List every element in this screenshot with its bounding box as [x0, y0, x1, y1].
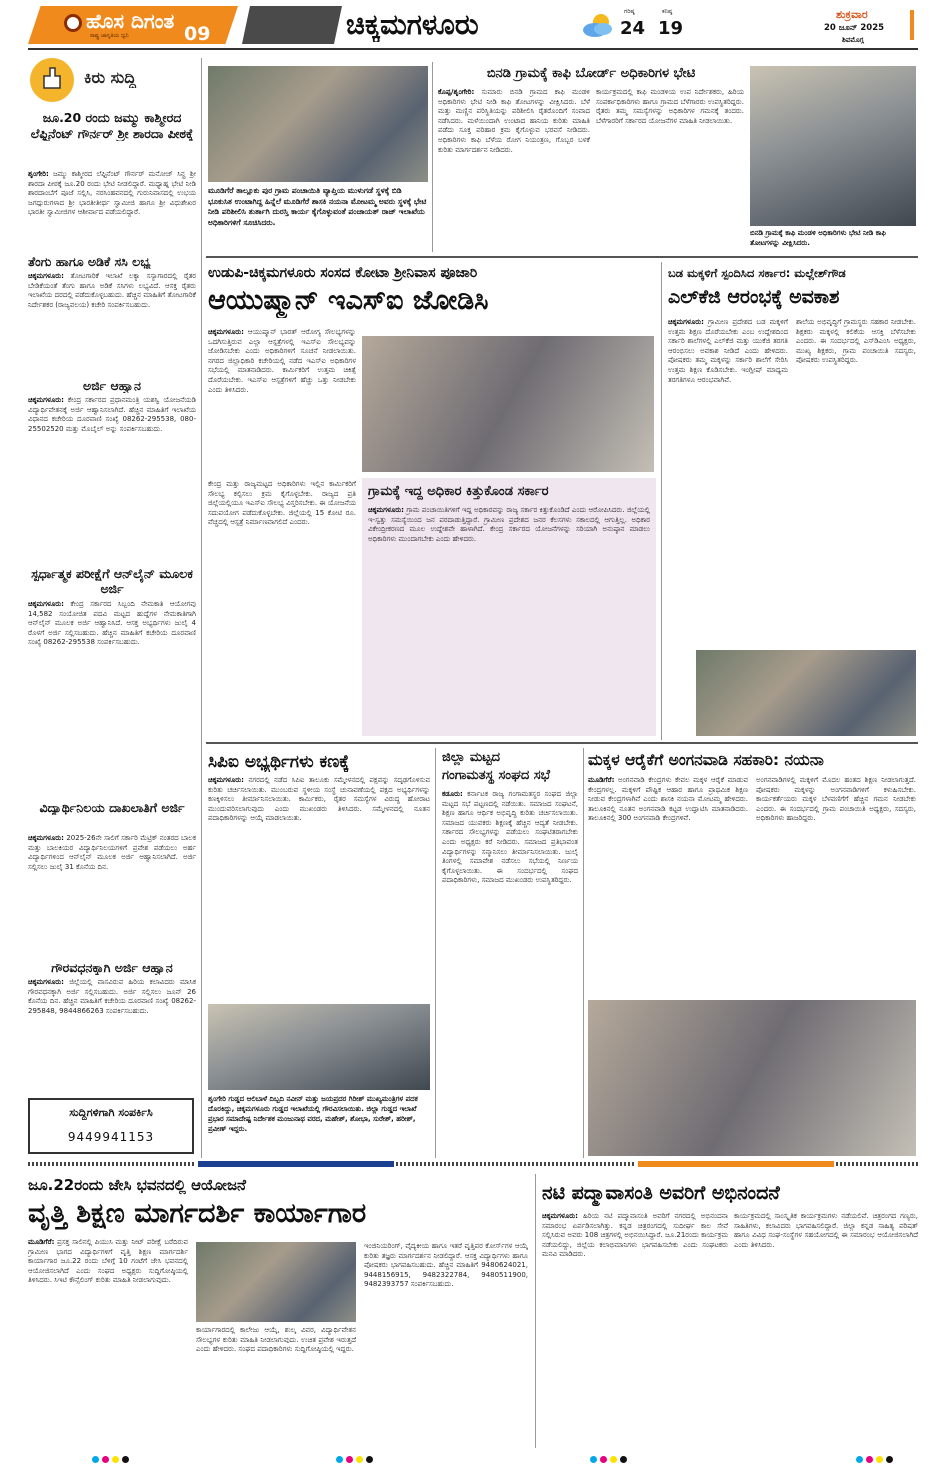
- gangamata-body: ಕಡೂರು: ಕರ್ನಾಟಕ ರಾಜ್ಯ ಗಂಗಾಮತಸ್ಥರ ಸಂಘದ ಜಿಲ್ಲಾ ಮಟ್ಟದ ಸಭೆ ಪಟ್ಟಣದಲ್ಲಿ ನಡೆಯಿತು. ಸಮಾಜದ ಸಂಘಟನೆ, ಶಿಕ್ಷಣ ಹಾಗೂ ಆರ್ಥಿಕ ಅಭಿವೃದ್ಧಿ ಕುರಿತು ಚರ್ಚಿಸಲಾಯಿತು. ಸಮಾಜದ ಯುವಕರು ಶಿಕ್ಷಣಕ್ಕೆ ಹೆಚ್ಚಿನ ಆದ್ಯತೆ ನೀಡಬೇಕು. ಸರ್ಕಾರದ ಸೌಲಭ್ಯಗಳನ್ನು ಪಡೆಯಲು ಸಂಘಟಿತರಾಗಬೇಕು ಎಂದು ಅಧ್ಯಕ್ಷರು ಕರೆ ನೀಡಿದರು. ಸಮಾಜದ ಪ್ರತಿಭಾವಂತ ವಿದ್ಯಾರ್ಥಿಗಳನ್ನು ಸನ್ಮಾನಿಸಲು ತೀರ್ಮಾನಿಸಲಾಯಿತು. ಜುಲೈ ತಿಂಗಳಲ್ಲಿ ಸಮಾವೇಶ ನಡೆಸಲು ಸಭೆಯಲ್ಲಿ ನಿರ್ಣಯ ಕೈಗೊಳ್ಳಲಾಯಿತು. ಈ ಸಂದರ್ಭದಲ್ಲಿ ಸಂಘದ ಪದಾಧಿಕಾರಿಗಳು, ಸಮಾಜದ ಮುಖಂಡರು ಉಪಸ್ಥಿತರಿದ್ದರು.: [442, 790, 578, 885]
- vocation-kicker: ಜೂ.22ರಂದು ಜೇಸಿ ಭವನದಲ್ಲಿ ಆಯೋಜನೆ: [28, 1176, 246, 1194]
- kirusuddi-item-1-headline: ಜೂ.20 ರಂದು ಜಮ್ಮು ಕಾಶ್ಮೀರದ ಲೆಫ್ಟಿನೆಂಟ್ ಗೌರ್ನರ್ ಶ್ರೀ ಶಾರದಾ ಪೀಠಕ್ಕೆ: [30, 110, 194, 141]
- masthead-date: 20 ಜೂನ್ 2025: [824, 23, 885, 33]
- kirusuddi-item-3-body: ಚಿಕ್ಕಮಗಳೂರು: ಕೇಂದ್ರ ಸರ್ಕಾರದ ಪ್ರಧಾನಮಂತ್ರಿ ಯಶಸ್ವಿ ಯೋಜನೆಯಡಿ ವಿದ್ಯಾರ್ಥಿವೇತನಕ್ಕೆ ಅರ್ಜಿ ಆಹ್ವಾನಿಸಲಾಗಿದೆ. ಹೆಚ್ಚಿನ ಮಾಹಿತಿಗೆ ಇಲಾಖೆಯ ವಿಧಾನದ ಕಚೇರಿಯ ದೂರವಾಣಿ ಸಂಖ್ಯೆ 08262-295538, 080-25502520 ಮತ್ತು ಮೊಬೈಲ್ ಅನ್ನು ಸಂಪರ್ಕಿಸಬಹುದು.: [28, 396, 196, 433]
- max-temp-label: ಗರಿಷ್ಠ: [624, 8, 635, 15]
- gram-box-headline: ಗ್ರಾಮಕ್ಕೆ ಇದ್ದ ಅಧಿಕಾರ ಕಿತ್ತುಕೊಂಡ ಸರ್ಕಾರ: [368, 484, 549, 499]
- reg-dot-yellow: [112, 1456, 119, 1463]
- masthead-corner-bar: [910, 10, 914, 40]
- contact-label: ಸುದ್ದಿಗಳಿಗಾಗಿ ಸಂಪರ್ಕಿಸಿ: [69, 1106, 153, 1119]
- registration-marks-center: [590, 1456, 630, 1464]
- masthead-grey-band: [242, 6, 342, 44]
- mp-story-kicker: ಉಡುಪಿ-ಚಿಕ್ಕಮಗಳೂರು ಸಂಸದ ಕೋಟಾ ಶ್ರೀನಿವಾಸ ಪೂಜಾರಿ: [208, 265, 478, 281]
- mp-story-body-col2: ಕೇಂದ್ರ ಮತ್ತು ರಾಜ್ಯಮಟ್ಟದ ಅಧಿಕಾರಿಗಳು ಇಲ್ಲಿನ ಕಾರ್ಮಿಕರಿಗೆ ಸೌಲಭ್ಯ ಕಲ್ಪಿಸಲು ಕ್ರಮ ಕೈಗೊಳ್ಳಬೇಕು. ರಾಜ್ಯದ ಪ್ರತಿ ಜಿಲ್ಲೆಯಲ್ಲಿಯೂ ಇಎಸ್‌ಐ ಸೌಲಭ್ಯ ವಿಸ್ತರಿಸಬೇಕು. ಈ ಯೋಜನೆಯ ಸದುಪಯೋಗ ಪಡೆದುಕೊಳ್ಳಬೇಕು. ಜಿಲ್ಲೆಯಲ್ಲಿ 15 ಕೋಟಿ ರೂ. ವೆಚ್ಚದಲ್ಲಿ ಆಸ್ಪತ್ರೆ ನಿರ್ಮಾಣವಾಗಲಿದೆ ಎಂದರು.: [208, 480, 356, 527]
- coffee-board-body-col2: ಕಾರ್ಯಕ್ರಮದಲ್ಲಿ ಕಾಫಿ ಮಂಡಳಿಯ ಉಪ ನಿರ್ದೇಶಕರು, ಹಿರಿಯ ಸಂಪರ್ಕಾಧಿಕಾರಿಗಳು ಹಾಗೂ ಗ್ರಾಮದ ಬೆಳೆಗಾರರು ಉಪಸ್ಥಿತರಿದ್ದರು. ರೈತರು ತಮ್ಮ ಸಮಸ್ಯೆಗಳನ್ನು ಅಧಿಕಾರಿಗಳ ಗಮನಕ್ಕೆ ತಂದರು. ಬೆಳೆಗಾರರಿಗೆ ಸರ್ಕಾರದ ಯೋಜನೆಗಳ ಮಾಹಿತಿ ನೀಡಲಾಯಿತು.: [596, 88, 744, 125]
- reg-dot-magenta: [600, 1456, 607, 1463]
- kirusuddi-column: [28, 58, 196, 1158]
- kirusuddi-item-6-body: ಚಿಕ್ಕಮಗಳೂರು: ಜಿಲ್ಲೆಯಲ್ಲಿ ವಾಸವಿರುವ ಹಿರಿಯ ಕಲಾವಿದರು ಮಾಸಿಕ ಗೌರವಧನಕ್ಕಾಗಿ ಅರ್ಜಿ ಸಲ್ಲಿಸಬಹುದು. ಅರ್ಜಿ ಸಲ್ಲಿಸಲು ಜೂನ್ 26 ಕೊನೆಯ ದಿನ. ಹೆಚ್ಚಿನ ಮಾಹಿತಿಗೆ ಕಚೇರಿಯ ದೂರವಾಣಿ ಸಂಖ್ಯೆ 08262-295848, 9844866263 ಸಂಪರ್ಕಿಸಬಹುದು.: [28, 978, 196, 1015]
- anganwadi-body-col2: ಅಂಗನವಾಡಿಗಳಲ್ಲಿ ಮಕ್ಕಳಿಗೆ ಮೊದಲ ಹಂತದ ಶಿಕ್ಷಣ ನೀಡಲಾಗುತ್ತದೆ. ಪೋಷಕರು ಮಕ್ಕಳನ್ನು ಅಂಗನವಾಡಿಗಳಿಗೆ ಕಳುಹಿಸಬೇಕು. ಕಾರ್ಯಕರ್ತೆಯರು ಮಕ್ಕಳ ಬೆಳವಣಿಗೆಗೆ ಹೆಚ್ಚಿನ ಗಮನ ನೀಡಬೇಕು ಎಂದರು. ಈ ಸಂದರ್ಭದಲ್ಲಿ ಗ್ರಾಮ ಪಂಚಾಯಿತಿ ಅಧ್ಯಕ್ಷರು, ಸದಸ್ಯರು, ಅಧಿಕಾರಿಗಳು ಹಾಜರಿದ್ದರು.: [756, 776, 916, 823]
- reg-dot-cyan: [590, 1456, 597, 1463]
- logo-mark-icon: [64, 14, 82, 32]
- mp-story-body-col1: ಚಿಕ್ಕಮಗಳೂರು: ಆಯುಷ್ಮಾನ್ ಭಾರತ್ ಆರೋಗ್ಯ ಸೌಲಭ್ಯಗಳನ್ನು ಒದಗಿಸುತ್ತಿರುವ ಎಲ್ಲಾ ಆಸ್ಪತ್ರೆಗಳಲ್ಲಿ ಇಎಸ್‌ಐ ಸೌಲಭ್ಯವನ್ನು ಜೋಡಿಸಬೇಕು ಎಂದು ಅಧಿಕಾರಿಗಳಿಗೆ ಸೂಚನೆ ನೀಡಲಾಯಿತು. ನಗರದ ಜಿಲ್ಲಾಧಿಕಾರಿ ಕಚೇರಿಯಲ್ಲಿ ನಡೆದ ಇಎಸ್‌ಐ ಅಧಿಕಾರಿಗಳ ಸಭೆಯಲ್ಲಿ ಮಾತನಾಡಿದರು. ಕಾರ್ಮಿಕರಿಗೆ ಉತ್ತಮ ಚಿಕಿತ್ಸೆ ದೊರೆಯಬೇಕು. ಇಎಸ್‌ಐ ಆಸ್ಪತ್ರೆಗಳಿಗೆ ಹೆಚ್ಚು ಒತ್ತು ನೀಡಬೇಕು ಎಂದು ತಿಳಿಸಿದರು.: [208, 328, 356, 394]
- reg-dot-yellow: [610, 1456, 617, 1463]
- kirusuddi-item-2-headline: ತೆಂಗು ಹಾಗೂ ಅಡಿಕೆ ಸಸಿ ಲಭ್ಯ: [28, 254, 151, 269]
- kirusuddi-item-1-body: ಶೃಂಗೇರಿ: ಜಮ್ಮು ಕಾಶ್ಮೀರದ ಲೆಫ್ಟಿನೆಂಟ್ ಗೌರ್ನರ್ ಮನೋಜ್ ಸಿನ್ಹ ಶ್ರೀ ಶಾರದಾ ಪೀಠಕ್ಕೆ ಜೂ.20 ರಂದು ಭೇಟಿ ನೀಡಲಿದ್ದಾರೆ. ಮಧ್ಯಾಹ್ನ ಭೇಟಿ ನೀಡಿ ಶಾರದಾಂಬೆಗೆ ಪೂಜೆ ಸಲ್ಲಿಸಿ, ನರಸಿಂಹವನದಲ್ಲಿ ಗುರುನಿವಾಸದಲ್ಲಿ ಉಭಯ ಜಗದ್ಗುರುಗಳಾದ ಶ್ರೀ ಭಾರತೀತೀರ್ಥ ಸ್ವಾಮೀಜಿ ಹಾಗೂ ಶ್ರೀ ವಿಧುಶೇಖರ ಭಾರತೀ ಸ್ವಾಮೀಜಿಗಳ ಆಶೀರ್ವಾದ ಪಡೆಯಲಿದ್ದಾರೆ.: [28, 170, 196, 217]
- vocation-photo: [196, 1242, 356, 1322]
- lkg-classroom-photo: [696, 650, 916, 736]
- landslide-photo: [208, 66, 428, 182]
- padmavasanthi-headline: ನಟಿ ಪದ್ಮಾವಾಸಂತಿ ಅವರಿಗೆ ಅಭಿನಂದನೆ: [542, 1182, 780, 1204]
- max-temp: 24: [620, 18, 646, 39]
- page-number: 09: [184, 24, 211, 44]
- reg-dot-cyan: [92, 1456, 99, 1463]
- kirusuddi-item-4-body: ಚಿಕ್ಕಮಗಳೂರು: ಕೇಂದ್ರ ಸರ್ಕಾರದ ಸಿಬ್ಬಂದಿ ನೇಮಕಾತಿ ಆಯೋಗವು 14,582 ಸಂಯೋಜಿತ ಪದವಿ ಮಟ್ಟದ ಹುದ್ದೆಗಳ ನೇಮಕಾತಿಗಾಗಿ ಆನ್‌ಲೈನ್ ಮೂಲಕ ಅರ್ಜಿ ಆಹ್ವಾನಿಸಿದೆ. ಆಸಕ್ತ ಅಭ್ಯರ್ಥಿಗಳು ಜುಲೈ 4 ರೊಳಗೆ ಅರ್ಜಿ ಸಲ್ಲಿಸಬಹುದು. ಹೆಚ್ಚಿನ ಮಾಹಿತಿಗೆ ಕಚೇರಿಯ ದೂರವಾಣಿ ಸಂಖ್ಯೆ 08262-295538 ಸಂಪರ್ಕಿಸಬಹುದು.: [28, 600, 196, 647]
- coffee-board-photo: [750, 66, 916, 226]
- reg-dot-black: [886, 1456, 893, 1463]
- mid-rule-3: [583, 748, 584, 1158]
- anganwadi-headline: ಮಕ್ಕಳ ಆರೈಕೆಗೆ ಅಂಗನವಾಡಿ ಸಹಕಾರಿ: ನಯನಾ: [588, 751, 824, 769]
- mid-rule-2: [435, 748, 436, 1158]
- cpi-headline: ಸಿಪಿಐ ಅಭ್ಯರ್ಥಿಗಳು ಕಣಕ್ಕೆ: [208, 752, 350, 772]
- mid-rule-1: [661, 262, 662, 740]
- kirusuddi-item-2-body: ಚಿಕ್ಕಮಗಳೂರು: ತೋಟಗಾರಿಕೆ ಇಲಾಖೆ ಲಕ್ಯಾ ಸಸ್ಯಾಗಾರದಲ್ಲಿ ರೈತರ ಬೇಡಿಕೆಯಂತೆ ತೆಂಗು ಹಾಗೂ ಅಡಿಕೆ ಸಸಿಗಳು ಲಭ್ಯವಿದೆ. ಆಸಕ್ತ ರೈತರು ಇಲಾಖೆಯ ದರದಲ್ಲಿ ಪಡೆದುಕೊಳ್ಳಬಹುದು. ಹೆಚ್ಚಿನ ಮಾಹಿತಿಗೆ ತೋಟಗಾರಿಕೆ ನಿರ್ದೇಶಕರ (ರಾಜ್ಯವಲಯ) ಕಚೇರಿ ಸಂಪರ್ಕಿಸಬಹುದು.: [28, 272, 196, 309]
- vocation-body-col3: ಇಂಜಿನಿಯರಿಂಗ್, ವೈದ್ಯಕೀಯ ಹಾಗೂ ಇತರೆ ವೃತ್ತಿಪರ ಕೋರ್ಸ್‌ಗಳ ಆಯ್ಕೆ ಕುರಿತು ತಜ್ಞರು ಮಾರ್ಗದರ್ಶನ ನೀಡಲಿದ್ದಾರೆ. ಆಸಕ್ತ ವಿದ್ಯಾರ್ಥಿಗಳು ಹಾಗೂ ಪೋಷಕರು ಭಾಗವಹಿಸಬಹುದು. ಹೆಚ್ಚಿನ ಮಾಹಿತಿಗೆ 9480624021, 9448156915, 9482322784, 9480511900, 9482393757 ಸಂಪರ್ಕಿಸಬಹುದು.: [364, 1242, 528, 1289]
- min-temp: 19: [658, 18, 684, 39]
- vocation-body-col1: ಮೂಡಿಗೆರೆ: ಪ್ರಸಕ್ತ ಸಾಲಿನಲ್ಲಿ ಪಿಯುಸಿ ಮತ್ತು ನೀಟ್ ಪರೀಕ್ಷೆ ಬರೆದಿರುವ ಗ್ರಾಮೀಣ ಭಾಗದ ವಿದ್ಯಾರ್ಥಿಗಳಿಗೆ ವೃತ್ತಿ ಶಿಕ್ಷಣ ಮಾರ್ಗದರ್ಶಿ ಕಾರ್ಯಾಗಾರ ಜೂ.22 ರಂದು ಬೆಳಿಗ್ಗೆ 10 ಗಂಟೆಗೆ ಜೇಸಿ ಭವನದಲ್ಲಿ ಆಯೋಜಿಸಲಾಗಿದೆ ಎಂದು ಸಂಘದ ಅಧ್ಯಕ್ಷರು ಸುದ್ದಿಗೋಷ್ಠಿಯಲ್ಲಿ ತಿಳಿಸಿದರು. ಸಿಇಟಿ ಕೌನ್ಸೆಲಿಂಗ್ ಕುರಿತು ಮಾಹಿತಿ ನೀಡಲಾಗುವುದು.: [28, 1238, 188, 1285]
- edition-name: ಚಿಕ್ಕಮಗಳೂರು: [346, 8, 479, 41]
- coffee-board-photo-caption: ಬಿನಡಿ ಗ್ರಾಮಕ್ಕೆ ಕಾಫಿ ಮಂಡಳಿ ಅಧಿಕಾರಿಗಳು ಭೇಟಿ ನೀಡಿ ಕಾಫಿ ತೋಟಗಳನ್ನು ವೀಕ್ಷಿಸಿದರು.: [750, 229, 886, 247]
- vocation-body-col2: ಕಾರ್ಯಾಗಾರದಲ್ಲಿ ಕಾಲೇಜು ಆಯ್ಕೆ, ಶುಲ್ಕ ವಿವರ, ವಿದ್ಯಾರ್ಥಿವೇತನ ಸೌಲಭ್ಯಗಳ ಕುರಿತು ಮಾಹಿತಿ ನೀಡಲಾಗುವುದು. ಉಚಿತ ಪ್ರವೇಶ ಇರುತ್ತದೆ ಎಂದು ಹೇಳಿದರು. ಸಂಘದ ಪದಾಧಿಕಾರಿಗಳು ಸುದ್ದಿಗೋಷ್ಠಿಯಲ್ಲಿ ಇದ್ದರು.: [196, 1326, 356, 1354]
- registration-marks-right: [856, 1456, 896, 1464]
- lkg-story-headline: ಎಲ್‌ಕೆಜಿ ಆರಂಭಕ್ಕೆ ಅವಕಾಶ: [668, 286, 840, 308]
- masthead-rule: [28, 48, 918, 50]
- left-column-rule: [201, 58, 202, 1158]
- kirusuddi-title: ಕಿರು ಸುದ್ದಿ: [84, 68, 136, 87]
- masthead-logo: ಹೊಸ ದಿಗಂತ: [86, 9, 175, 33]
- reg-dot-black: [620, 1456, 627, 1463]
- gangamata-headline: ಗಂಗಾಮತಸ್ಥ ಸಂಘದ ಸಭೆ: [442, 768, 551, 783]
- anganwadi-photo: [588, 1000, 916, 1156]
- weather-cloud-icon: [581, 12, 615, 38]
- kirusuddi-item-3-headline: ಅರ್ಜಿ ಆಹ್ವಾನ: [83, 378, 141, 393]
- mid-row-rule: [206, 742, 918, 744]
- home-guard-photo: [208, 1004, 430, 1090]
- top-rule-1: [432, 62, 433, 252]
- divider-blue-bar: [198, 1161, 394, 1167]
- bottom-rule-1: [535, 1174, 536, 1448]
- reg-dot-cyan: [336, 1456, 343, 1463]
- masthead: [28, 6, 918, 44]
- lkg-story-body-col1: ಚಿಕ್ಕಮಗಳೂರು: ಗ್ರಾಮೀಣ ಪ್ರದೇಶದ ಬಡ ಮಕ್ಕಳಿಗೆ ಉತ್ತಮ ಶಿಕ್ಷಣ ದೊರೆಯಬೇಕು ಎಂಬ ಉದ್ದೇಶದಿಂದ ಸರ್ಕಾರಿ ಶಾಲೆಗಳಲ್ಲಿ ಎಲ್‌ಕೆಜಿ ಮತ್ತು ಯುಕೆಜಿ ತರಗತಿ ಆರಂಭಿಸಲು ಅವಕಾಶ ನೀಡಿದೆ ಎಂದು ಹೇಳಿದರು. ಪೋಷಕರು ತಮ್ಮ ಮಕ್ಕಳನ್ನು ಸರ್ಕಾರಿ ಶಾಲೆಗೆ ಸೇರಿಸಿ ಉತ್ತಮ ಶಿಕ್ಷಣ ಕೊಡಿಸಬೇಕು. ಇಂಗ್ಲೀಷ್ ಮಾಧ್ಯಮ ತರಗತಿಗಳೂ ಆರಂಭವಾಗಿವೆ.: [668, 318, 788, 384]
- min-temp-label: ಕನಿಷ್ಠ: [662, 8, 673, 15]
- reg-dot-magenta: [346, 1456, 353, 1463]
- reg-dot-cyan: [856, 1456, 863, 1463]
- divider-dotted-mid: [396, 1162, 636, 1166]
- reg-dot-black: [366, 1456, 373, 1463]
- top-row-rule: [206, 256, 918, 258]
- coffee-board-headline: ಬಿನಡಿ ಗ್ರಾಮಕ್ಕೆ ಕಾಫಿ ಬೋರ್ಡ್ ಅಧಿಕಾರಿಗಳ ಭೇಟಿ: [486, 66, 696, 81]
- contact-number: 9449941153: [67, 1130, 155, 1144]
- masthead-tagline: ರಾಷ್ಟ್ರ ಜಾಗೃತಿಯ ಧ್ವನಿ: [90, 33, 129, 39]
- anganwadi-body-col1: ಮೂಡಿಗೆರೆ: ಅಂಗನವಾಡಿ ಕೇಂದ್ರಗಳು ಕೇವಲ ಮಕ್ಕಳ ಆರೈಕೆ ಮಾಡುವ ಕೇಂದ್ರಗಳಲ್ಲ. ಮಕ್ಕಳಿಗೆ ಪೌಷ್ಟಿಕ ಆಹಾರ ಹಾಗೂ ಪ್ರಾಥಮಿಕ ಶಿಕ್ಷಣ ನೀಡುವ ಕೇಂದ್ರಗಳಾಗಿವೆ ಎಂದು ಶಾಸಕಿ ನಯನಾ ಮೋಟಮ್ಮ ಹೇಳಿದರು. ತಾಲೂಕಿನಲ್ಲಿ ನೂತನ ಅಂಗನವಾಡಿ ಕಟ್ಟಡ ಉದ್ಘಾಟಿಸಿ ಮಾತನಾಡಿದರು. ತಾಲೂಕಿನಲ್ಲಿ 300 ಅಂಗನವಾಡಿ ಕೇಂದ್ರಗಳಿವೆ.: [588, 776, 748, 823]
- reg-dot-magenta: [102, 1456, 109, 1463]
- lkg-story-body-col2: ಶಾಲೆಯ ಅಭಿವೃದ್ಧಿಗೆ ಗ್ರಾಮಸ್ಥರು ಸಹಕಾರ ನೀಡಬೇಕು. ಶಿಕ್ಷಕರು ಮಕ್ಕಳಲ್ಲಿ ಕಲಿಕೆಯ ಆಸಕ್ತಿ ಬೆಳೆಸಬೇಕು ಎಂದರು. ಈ ಸಂದರ್ಭದಲ್ಲಿ ಎಸ್‌ಡಿಎಂಸಿ ಅಧ್ಯಕ್ಷರು, ಮುಖ್ಯ ಶಿಕ್ಷಕರು, ಗ್ರಾಮ ಪಂಚಾಯಿತಿ ಸದಸ್ಯರು, ಪೋಷಕರು ಉಪಸ್ಥಿತರಿದ್ದರು.: [796, 318, 916, 365]
- section-divider: [28, 1160, 918, 1168]
- kirusuddi-item-5-body: ಚಿಕ್ಕಮಗಳೂರು: 2025-26ನೇ ಸಾಲಿಗೆ ಸರ್ಕಾರಿ ಮೆಟ್ರಿಕ್ ನಂತರದ ಬಾಲಕ ಮತ್ತು ಬಾಲಕಿಯರ ವಿದ್ಯಾರ್ಥಿನಿಲಯಗಳಿಗೆ ಪ್ರವೇಶ ಪಡೆಯಲು ಅರ್ಹ ವಿದ್ಯಾರ್ಥಿಗಳಿಂದ ಆನ್‌ಲೈನ್ ಮೂಲಕ ಅರ್ಜಿ ಆಹ್ವಾನಿಸಲಾಗಿದೆ. ಅರ್ಜಿ ಸಲ್ಲಿಸಲು ಜುಲೈ 31 ಕೊನೆಯ ದಿನ.: [28, 834, 196, 871]
- divider-dotted-left: [28, 1162, 196, 1166]
- registration-marks-left: [92, 1456, 132, 1464]
- landslide-photo-caption: ಮೂಡಿಗೆರೆ ತಾಲ್ಲೂಕು ಪುರ ಗ್ರಾಮ ಪಂಚಾಯಿತಿ ವ್ಯಾಪ್ತಿಯ ಮುಳುಗಡೆ ಸ್ಥಳಕ್ಕೆ ಬಿಡಿ ಭೂಕುಸಿತ ಉಂಟಾಗಿದ್ದ ಹಿನ್ನೆಲೆ ಮೂಡಿಗೆರೆ ಶಾಸಕಿ ನಯನಾ ಮೋಟಮ್ಮ ಅವರು ಸ್ಥಳಕ್ಕೆ ಭೇಟಿ ನೀಡಿ ಪರಿಶೀಲಿಸಿ ತುರ್ತಾಗಿ ದುರಸ್ತಿ ಕಾರ್ಯ ಕೈಗೊಳ್ಳುವಂತೆ ಪಂಚಾಯತ್ ರಾಜ್ ಇಲಾಖೆಯ ಅಧಿಕಾರಿಗಳಿಗೆ ಸೂಚಿಸಿದರು.: [208, 186, 427, 227]
- divider-dotted-right: [836, 1162, 918, 1166]
- cpi-body: ಚಿಕ್ಕಮಗಳೂರು: ನಗರದಲ್ಲಿ ನಡೆದ ಸಿಪಿಐ ತಾಲೂಕು ಸಮ್ಮೇಳನದಲ್ಲಿ ಪಕ್ಷವನ್ನು ಸದೃಢಗೊಳಿಸುವ ಕುರಿತು ಚರ್ಚಿಸಲಾಯಿತು. ಮುಂಬರುವ ಸ್ಥಳೀಯ ಸಂಸ್ಥೆ ಚುನಾವಣೆಯಲ್ಲಿ ಪಕ್ಷದ ಅಭ್ಯರ್ಥಿಗಳನ್ನು ಕಣಕ್ಕಿಳಿಸಲು ತೀರ್ಮಾನಿಸಲಾಯಿತು. ಕಾರ್ಮಿಕರು, ರೈತರ ಸಮಸ್ಯೆಗಳ ವಿರುದ್ಧ ಹೋರಾಟ ಮುಂದುವರಿಸಲಾಗುವುದು ಎಂದು ಮುಖಂಡರು ತಿಳಿಸಿದರು. ಸಮ್ಮೇಳನದಲ್ಲಿ ನೂತನ ಪದಾಧಿಕಾರಿಗಳನ್ನು ಆಯ್ಕೆ ಮಾಡಲಾಯಿತು.: [208, 776, 430, 823]
- home-guard-photo-caption: ಶೃಂಗೇರಿ ಗುಡ್ಡದ ಆಲಿಬಾಳೆ ದಿಬ್ಬದಿ ನವೀನ್ ಮತ್ತು ಜಯಪ್ರದರ ಗಿರೀಶ್ ಮುಖ್ಯಮಂತ್ರಿಗಳ ಪದಕ ದೊರಕಿದ್ದು, ಚಿಕ್ಕಮಗಳೂರು ಗುಡ್ಡದ ಇಲಾಖೆಯಲ್ಲಿ ಗೌರವಿಸಲಾಯಿತು. ಜಿಲ್ಲಾ ಗುಡ್ಡದ ಇಲಾಖೆ ಪ್ರಭಾರ ಸಮಾದೇಷ್ಟ ನಿರ್ದೇಶಕ ಮಂಜುನಾಥ ವರದ, ಮಹೇಶ್, ಶೋಭಾ, ಸುರೇಶ್, ಹರೀಶ್, ಪ್ರವೀಣ್ ಇದ್ದರು.: [208, 1095, 418, 1133]
- kirusuddi-header: [28, 58, 196, 104]
- hand-pointer-icon: [30, 58, 74, 102]
- mp-story-headline: ಆಯುಷ್ಮಾನ್ ಇಎಸ್‌ಐ ಜೋಡಿಸಿ: [208, 285, 489, 316]
- coffee-board-body-col1: ಕೊಪ್ಪ/ಶೃಂಗೇರಿ: ಸುಮಾರು ಬಿನಡಿ ಗ್ರಾಮದ ಕಾಫಿ ಮಂಡಳಿ ಅಧಿಕಾರಿಗಳು ಭೇಟಿ ನೀಡಿ ಕಾಫಿ ತೋಟಗಳನ್ನು ವೀಕ್ಷಿಸಿದರು. ಬೆಳೆ ಮತ್ತು ಮಣ್ಣಿನ ಪರಿಸ್ಥಿತಿಯನ್ನು ಪರಿಶೀಲಿಸಿ ರೈತರೊಂದಿಗೆ ಸಂವಾದ ನಡೆಸಿದರು. ಮಳೆಯಿಂದಾಗಿ ಉಂಟಾದ ಹಾನಿಯ ಕುರಿತು ಮಾಹಿತಿ ಪಡೆದು ಸೂಕ್ತ ಪರಿಹಾರ ಕ್ರಮ ಕೈಗೊಳ್ಳುವ ಭರವಸೆ ನೀಡಿದರು. ಅಧಿಕಾರಿಗಳು ಕಾಫಿ ಬೆಳೆಯ ರೋಗ ನಿಯಂತ್ರಣ, ಗೊಬ್ಬರ ಬಳಕೆ ಕುರಿತು ಮಾರ್ಗದರ್ಶನ ನೀಡಿದರು.: [438, 88, 590, 154]
- lkg-story-kicker: ಬಡ ಮಕ್ಕಳಿಗೆ ಸ್ಪಂದಿಸಿದ ಸರ್ಕಾರ: ಮಲ್ಲೇಶ್‌ಗೌಡ: [668, 266, 846, 280]
- reg-dot-yellow: [876, 1456, 883, 1463]
- gram-box-body: ಚಿಕ್ಕಮಗಳೂರು: ಗ್ರಾಮ ಪಂಚಾಯಿತಿಗಳಿಗೆ ಇದ್ದ ಅಧಿಕಾರವನ್ನು ರಾಜ್ಯ ಸರ್ಕಾರ ಕಿತ್ತುಕೊಂಡಿದೆ ಎಂದು ಆರೋಪಿಸಿದರು. ಜಿಲ್ಲೆಯಲ್ಲಿ ಇ-ಸ್ವತ್ತು ಸಮಸ್ಯೆಯಿಂದ ಜನ ಪರದಾಡುತ್ತಿದ್ದಾರೆ. ಗ್ರಾಮೀಣ ಪ್ರದೇಶದ ಜನರ ಕೆಲಸಗಳು ಸಕಾಲದಲ್ಲಿ ಆಗುತ್ತಿಲ್ಲ. ಅಧಿಕಾರ ವಿಕೇಂದ್ರೀಕರಣದ ಮೂಲ ಉದ್ದೇಶವೇ ಹಾಳಾಗಿದೆ. ಕೇಂದ್ರ ಸರ್ಕಾರದ ಯೋಜನೆಗಳನ್ನು ಸರಿಯಾಗಿ ಅನುಷ್ಠಾನ ಮಾಡಲು ಅಧಿಕಾರಿಗಳು ಮುಂದಾಗಬೇಕು ಎಂದು ಹೇಳಿದರು.: [368, 506, 650, 543]
- padmavasanthi-body-col1: ಚಿಕ್ಕಮಗಳೂರು: ಹಿರಿಯ ನಟಿ ಪದ್ಮಾವಾಸಂತಿ ಅವರಿಗೆ ನಗರದಲ್ಲಿ ಅಭಿನಂದನಾ ಸಮಾರಂಭ ಏರ್ಪಡಿಸಲಾಗಿತ್ತು. ಕನ್ನಡ ಚಿತ್ರರಂಗದಲ್ಲಿ ಸುದೀರ್ಘ ಕಾಲ ಸೇವೆ ಸಲ್ಲಿಸಿರುವ ಅವರು 108 ಚಿತ್ರಗಳಲ್ಲಿ ಅಭಿನಯಿಸಿದ್ದಾರೆ. ಜೂ.21ರಂದು ಕಾರ್ಯಕ್ರಮ ನಡೆಯಲಿದ್ದು, ಜಿಲ್ಲೆಯ ಕಲಾಭಿಮಾನಿಗಳು ಭಾಗವಹಿಸಬೇಕು ಎಂದು ಸಂಘಟಕರು ಮನವಿ ಮಾಡಿದರು.: [542, 1212, 728, 1259]
- kirusuddi-item-4-headline: ಸ್ಪರ್ಧಾತ್ಮಕ ಪರೀಕ್ಷೆಗೆ ಆನ್‌ಲೈನ್ ಮೂಲಕ ಅರ್ಜಿ: [31, 566, 193, 596]
- divider-orange-bar: [638, 1161, 834, 1167]
- mp-meeting-photo: [362, 336, 654, 472]
- padmavasanthi-body-col2: ಕಾರ್ಯಕ್ರಮದಲ್ಲಿ ಸಾಂಸ್ಕೃತಿಕ ಕಾರ್ಯಕ್ರಮಗಳು ನಡೆಯಲಿವೆ. ಚಿತ್ರರಂಗದ ಗಣ್ಯರು, ಸಾಹಿತಿಗಳು, ಕಲಾವಿದರು ಭಾಗವಹಿಸಲಿದ್ದಾರೆ. ಜಿಲ್ಲಾ ಕನ್ನಡ ಸಾಹಿತ್ಯ ಪರಿಷತ್ ಹಾಗೂ ವಿವಿಧ ಸಂಘ-ಸಂಸ್ಥೆಗಳ ಸಹಯೋಗದಲ್ಲಿ ಈ ಸಮಾರಂಭ ಆಯೋಜಿಸಲಾಗಿದೆ ಎಂದು ತಿಳಿಸಿದರು.: [734, 1212, 918, 1249]
- kirusuddi-item-6-headline: ಗೌರವಧನಕ್ಕಾಗಿ ಅರ್ಜಿ ಆಹ್ವಾನ: [51, 960, 173, 975]
- masthead-day: ಶುಕ್ರವಾರ: [836, 8, 868, 21]
- vocation-headline: ವೃತ್ತಿ ಶಿಕ್ಷಣ ಮಾರ್ಗದರ್ಶಿ ಕಾರ್ಯಾಗಾರ: [28, 1198, 367, 1229]
- contact-box: [28, 1098, 194, 1154]
- masthead-city: ಶಿವಮೊಗ್ಗ: [842, 36, 864, 44]
- reg-dot-magenta: [866, 1456, 873, 1463]
- registration-marks-mid: [336, 1456, 376, 1464]
- reg-dot-black: [122, 1456, 129, 1463]
- gangamata-kicker: ಜಿಲ್ಲಾ ಮಟ್ಟದ: [442, 750, 501, 765]
- reg-dot-yellow: [356, 1456, 363, 1463]
- gram-box: [362, 478, 656, 736]
- kirusuddi-item-5-headline: ವಿದ್ಯಾರ್ಥಿನಿಲಯ ದಾಖಲಾತಿಗೆ ಅರ್ಜಿ: [39, 800, 185, 815]
